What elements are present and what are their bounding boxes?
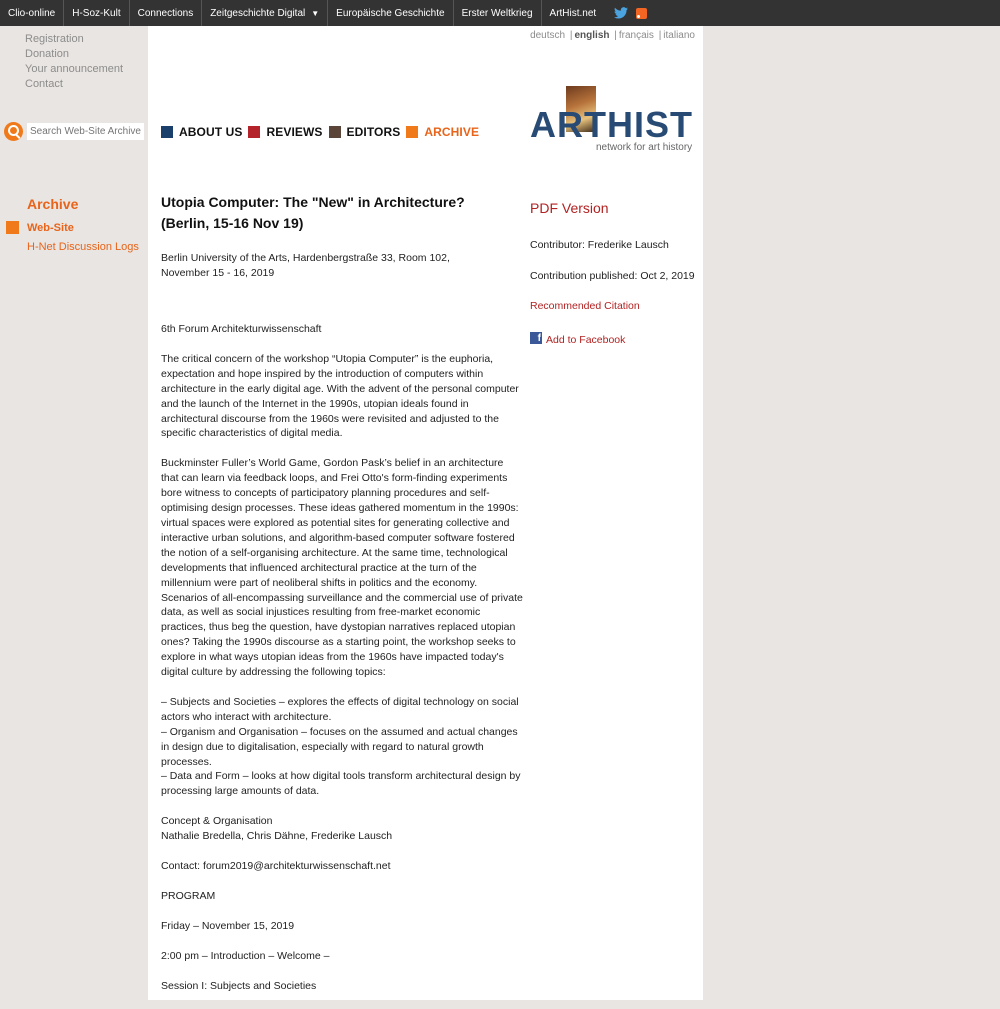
sidebar-item-label: Web-Site: [27, 221, 74, 234]
paragraph: PROGRAM: [161, 890, 216, 902]
nav-square-icon: [329, 126, 341, 138]
nav-square-icon: [406, 126, 418, 138]
logo-tagline: network for art history: [596, 142, 693, 153]
search-icon[interactable]: [4, 122, 23, 141]
topnav-label: Zeitgeschichte Digital: [210, 7, 306, 19]
nav-square-icon: [161, 126, 173, 138]
topnav-connections[interactable]: [130, 0, 203, 26]
published-date: Contribution published: Oct 2, 2019: [530, 270, 695, 282]
nav-editors[interactable]: [329, 125, 401, 139]
paragraph: Concept & Organisation Nathalie Bredella, Chris Dähne, Frederike Lausch: [161, 815, 393, 843]
topnav-label: Europäische Geschichte: [336, 7, 445, 19]
paragraph: Buckminster Fuller’s World Game, Gordon Pask’s belief in an architecture that can learn via feedback loops, and Frei Otto's form-finding experiments bore witness to concepts of participatory planning procedures and self-optimising design processes. These ideas gathered momentum in the 1990s: virtual spaces were explored as potential sites for generating collective and interactive urban solutions, and algorithm-based computer software fostered the notion of a self-organising architecture. At the same time, technological developments that influenced architectural practice at the turn of the millennium were part of neoliberal shifts in politics and the economy. Scenarios of all-encompassing surveillance and the commercial use of private data, as well as social injustices resulting from free-market economic practices, thus beg the question, have dystopian narratives replaced utopian ones? Taking the 1990s discourse as a starting point, the workshop seeks to explore in what ways utopian ideas from the 1960s have impacted today's digital culture by addressing the following topics:: [161, 457, 523, 679]
paragraph: Friday – November 15, 2019: [161, 919, 295, 932]
topnav-h-soz-kult[interactable]: [64, 0, 129, 26]
topnav-label: H-Soz-Kult: [72, 7, 121, 19]
main-navigation: [161, 125, 485, 139]
sidebar-title: Archive: [27, 196, 79, 212]
article-body: [161, 322, 523, 1009]
logo-wordmark: ARTHIST: [530, 104, 693, 145]
twitter-icon[interactable]: [614, 7, 628, 19]
paragraph: Contact: forum2019@architekturwissenschaft.net: [161, 860, 391, 873]
nav-reviews[interactable]: [248, 125, 322, 139]
lang-italiano[interactable]: italiano: [663, 30, 695, 41]
article-title: Utopia Computer: The "New" in Architecture? (Berlin, 15-16 Nov 19): [161, 194, 465, 231]
lang-deutsch[interactable]: deutsch: [530, 30, 566, 41]
main-content: [148, 26, 703, 1000]
topnav-erster-weltkrieg[interactable]: [454, 0, 542, 26]
left-column: [0, 26, 148, 1000]
facebook-icon: f: [530, 332, 542, 344]
facebook-label: Add to Facebook: [546, 334, 626, 346]
sidebar-item-web-site[interactable]: [6, 221, 74, 234]
caret-down-icon: ▼: [311, 8, 320, 18]
nav-square-icon: [248, 126, 260, 138]
search-box: [4, 122, 144, 141]
paragraph: 2:00 pm – Introduction – Welcome –: [161, 949, 330, 962]
topnav-zeitgeschichte-digital[interactable]: [202, 0, 328, 26]
registration-link[interactable]: Registration: [25, 33, 84, 45]
arthist-logo[interactable]: [530, 84, 696, 158]
paragraph: The critical concern of the workshop “Utopia Computer” is the euphoria, expectation and hope inspired by the introduction of computers within architecture in the early digital age. With the advent of the personal computer and the launch of the Internet in the 1990s, utopian ideals found in architectural discourse from the 1960s were revisited and adjusted to the specific characteristics of digital media.: [161, 352, 519, 440]
topnav-label: Connections: [137, 7, 194, 19]
nav-archive[interactable]: [406, 125, 479, 139]
paragraph: Session I: Subjects and Societies: [161, 979, 317, 992]
nav-label: ARCHIVE: [424, 125, 480, 139]
topnav-label: Clio-online: [8, 7, 56, 19]
article-location: Berlin University of the Arts, Hardenbergstraße 33, Room 102, November 15 - 16, 2019: [161, 252, 450, 279]
add-to-facebook-link[interactable]: [530, 330, 625, 346]
topnav-label: Erster Weltkrieg: [461, 7, 533, 19]
nav-about-us[interactable]: [161, 125, 242, 139]
topnav-clio-online[interactable]: [0, 0, 64, 26]
rss-icon[interactable]: [636, 8, 647, 19]
your-announcement-link[interactable]: Your announcement: [25, 63, 124, 75]
topnav-label: ArtHist.net: [549, 7, 597, 19]
lang-separator: |: [569, 30, 573, 41]
topnav-arthist[interactable]: [542, 0, 605, 26]
sidebar-item-h-net-discussion-logs[interactable]: H-Net Discussion Logs: [27, 241, 139, 253]
donation-link[interactable]: Donation: [25, 48, 70, 60]
active-marker-icon: [6, 221, 19, 234]
search-input[interactable]: [27, 123, 144, 140]
lang-separator: |: [658, 30, 662, 41]
lang-francais[interactable]: français: [618, 30, 654, 41]
contact-link[interactable]: Contact: [25, 78, 63, 90]
nav-label: ABOUT US: [179, 125, 243, 139]
topnav-europaeische-geschichte[interactable]: [328, 0, 453, 26]
contributor: Contributor: Frederike Lausch: [530, 239, 669, 251]
nav-label: EDITORS: [346, 125, 401, 139]
nav-label: REVIEWS: [266, 125, 323, 139]
lang-english[interactable]: english: [574, 30, 610, 41]
language-switcher: [530, 30, 695, 41]
paragraph: 6th Forum Architekturwissenschaft: [161, 323, 322, 335]
social-links: [604, 0, 647, 26]
lang-separator: |: [614, 30, 617, 41]
recommended-citation-link[interactable]: Recommended Citation: [530, 300, 640, 312]
pdf-version-link[interactable]: PDF Version: [530, 200, 609, 216]
paragraph: – Subjects and Societies – explores the effects of digital technology on social actors who interact with architecture. – Organism and Organisation – focuses on the assumed and actual changes in design due to digitalisation, especially with regard to natural growth processes. – Data and Form – looks at how digital tools transform architectural design by processing large amounts of data.: [161, 695, 521, 798]
top-navigation-bar: [0, 0, 1000, 26]
utility-links: [25, 32, 123, 92]
